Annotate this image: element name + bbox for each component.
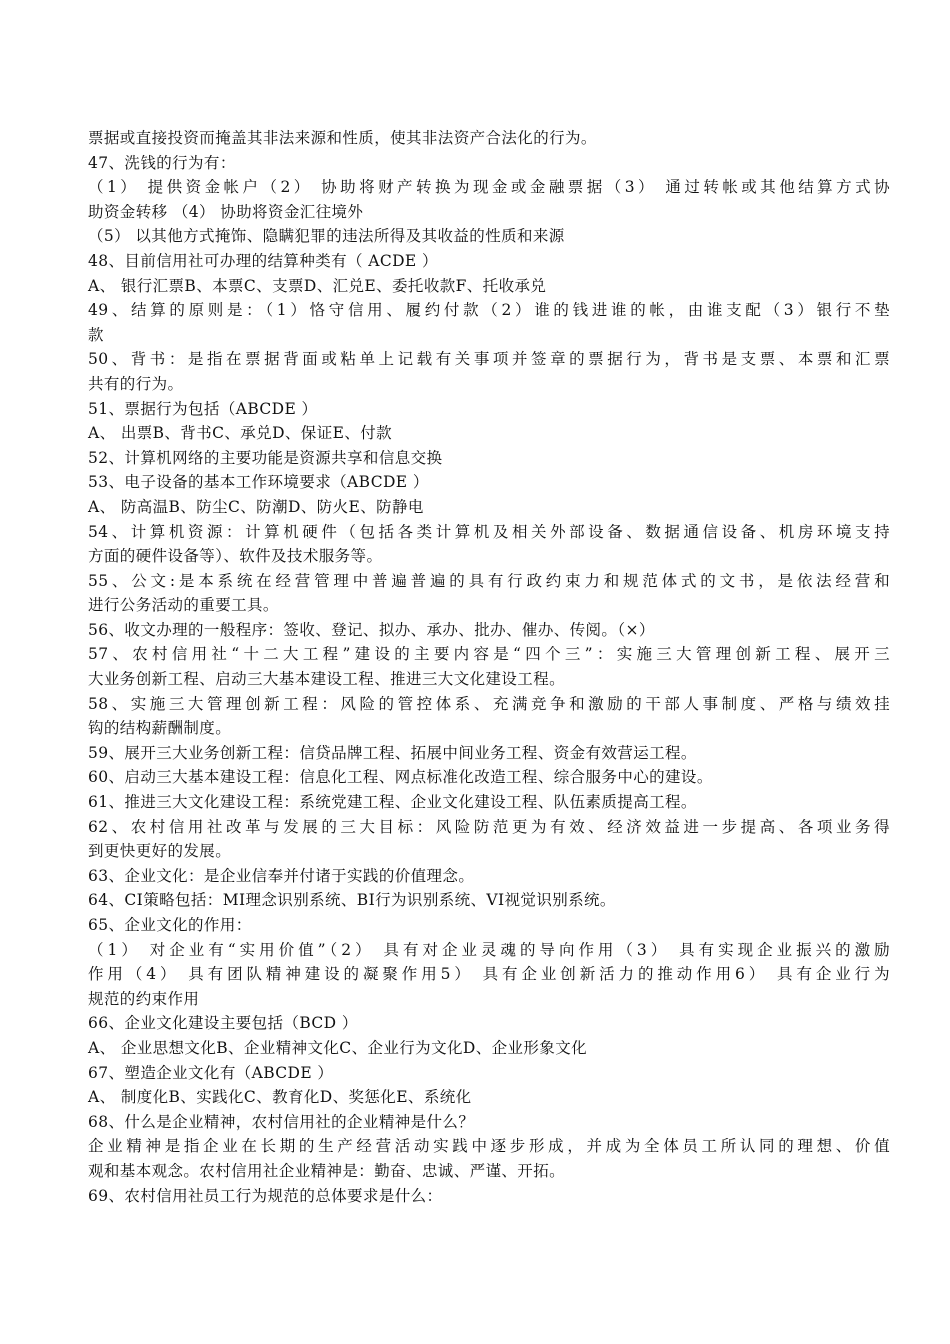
document-text — [88, 126, 890, 1208]
text-line: 53、电子设备的基本工作环境要求（ABCDE ） — [88, 473, 429, 492]
text-line: 54、计算机资源：计算机硬件（包括各类计算机及相关外部设备、数据通信设备、机房环境支持 — [88, 522, 890, 541]
text-line: A、 出票B、背书C、承兑D、保证E、付款 — [88, 424, 393, 443]
text-line: A、 银行汇票B、本票C、支票D、汇兑E、委托收款F、托收承兑 — [88, 276, 547, 295]
text-line: 64、CI策略包括：MI理念识别系统、BI行为识别系统、VI视觉识别系统。 — [88, 891, 616, 910]
text-line: 47、洗钱的行为有： — [88, 153, 236, 172]
text-line: 58、实施三大管理创新工程：风险的管控体系、充满竞争和激励的干部人事制度、严格与绩效挂 — [88, 694, 890, 713]
text-line: （1） 对企业有“实用价值”（2） 具有对企业灵魂的导向作用（3） 具有实现企业振兴的激励 — [88, 940, 890, 959]
text-line: 59、展开三大业务创新工程：信贷品牌工程、拓展中间业务工程、资金有效营运工程。 — [88, 743, 697, 762]
text-line: 助资金转移 （4） 协助将资金汇往境外 — [88, 202, 364, 221]
text-line: 方面的硬件设备等）、软件及技术服务等。 — [88, 547, 383, 566]
text-line: 作用（4） 具有团队精神建设的凝聚作用5） 具有企业创新活力的推动作用6） 具有企业行为 — [88, 965, 890, 984]
text-line: 款 — [88, 325, 104, 344]
text-line: 56、收文办理的一般程序：签收、登记、拟办、承办、批办、催办、传阅。（×） — [88, 620, 655, 639]
text-line: 票据或直接投资而掩盖其非法来源和性质，使其非法资产合法化的行为。 — [88, 129, 597, 147]
text-line: 到更快更好的发展。 — [88, 842, 232, 861]
text-line: 69、农村信用社员工行为规范的总体要求是什么： — [88, 1186, 443, 1205]
text-line: 63、企业文化：是企业信奉并付诸于实践的价值理念。 — [88, 866, 475, 885]
text-line: A、 防高温B、防尘C、防潮D、防火E、防静电 — [88, 497, 424, 516]
text-line: 61、推进三大文化建设工程：系统党建工程、企业文化建设工程、队伍素质提高工程。 — [88, 793, 697, 812]
text-line: 钩的结构薪酬制度。 — [88, 719, 232, 738]
text-line: 62、农村信用社改革与发展的三大目标：风险防范更为有效、经济效益进一步提高、各项业务得 — [88, 817, 890, 836]
text-line: （1） 提供资金帐户（2） 协助将财产转换为现金或金融票据（3） 通过转帐或其他结算方式协 — [88, 178, 890, 197]
text-line: 48、目前信用社可办理的结算种类有（ ACDE ） — [88, 251, 438, 270]
text-line: 55、公文:是本系统在经营管理中普遍普遍的具有行政约束力和规范体式的文书，是依法经营和 — [88, 571, 890, 590]
text-line: 共有的行为。 — [88, 374, 184, 393]
text-line: 52、计算机网络的主要功能是资源共享和信息交换 — [88, 448, 443, 467]
text-line: 60、启动三大基本建设工程：信息化工程、网点标准化改造工程、综合服务中心的建设。 — [88, 768, 713, 787]
text-line: 规范的约束作用 — [88, 989, 200, 1008]
text-line: 67、塑造企业文化有（ABCDE ） — [88, 1063, 334, 1082]
document-page — [88, 126, 890, 1208]
text-line: 49、结算的原则是：（1）恪守信用、履约付款（2）谁的钱进谁的帐，由谁支配（3）银行不垫 — [88, 301, 890, 320]
text-line: 进行公务活动的重要工具。 — [88, 596, 279, 615]
text-line: A、 企业思想文化B、企业精神文化C、企业行为文化D、企业形象文化 — [88, 1038, 587, 1057]
text-line: 68、什么是企业精神，农村信用社的企业精神是什么？ — [88, 1112, 475, 1131]
text-line: A、 制度化B、实践化C、教育化D、奖惩化E、系统化 — [88, 1088, 472, 1107]
text-line: 大业务创新工程、启动三大基本建设工程、推进三大文化建设工程。 — [88, 670, 566, 689]
text-line: 观和基本观念。农村信用社企业精神是：勤奋、忠诚、严谨、开拓。 — [88, 1161, 566, 1180]
text-line: 企业精神是指企业在长期的生产经营活动实践中逐步形成，并成为全体员工所认同的理想、价值 — [88, 1137, 890, 1156]
text-line: 66、企业文化建设主要包括（BCD ） — [88, 1014, 358, 1033]
text-line: 57、农村信用社“十二大工程”建设的主要内容是“四个三”：实施三大管理创新工程、展开三 — [88, 645, 890, 664]
text-line: 51、票据行为包括（ABCDE ） — [88, 399, 318, 418]
text-line: 65、企业文化的作用： — [88, 916, 252, 934]
text-line: 50、背书：是指在票据背面或粘单上记载有关事项并签章的票据行为，背书是支票、本票和汇票 — [88, 350, 890, 369]
text-line: （5） 以其他方式掩饰、隐瞒犯罪的违法所得及其收益的性质和来源 — [88, 227, 565, 246]
